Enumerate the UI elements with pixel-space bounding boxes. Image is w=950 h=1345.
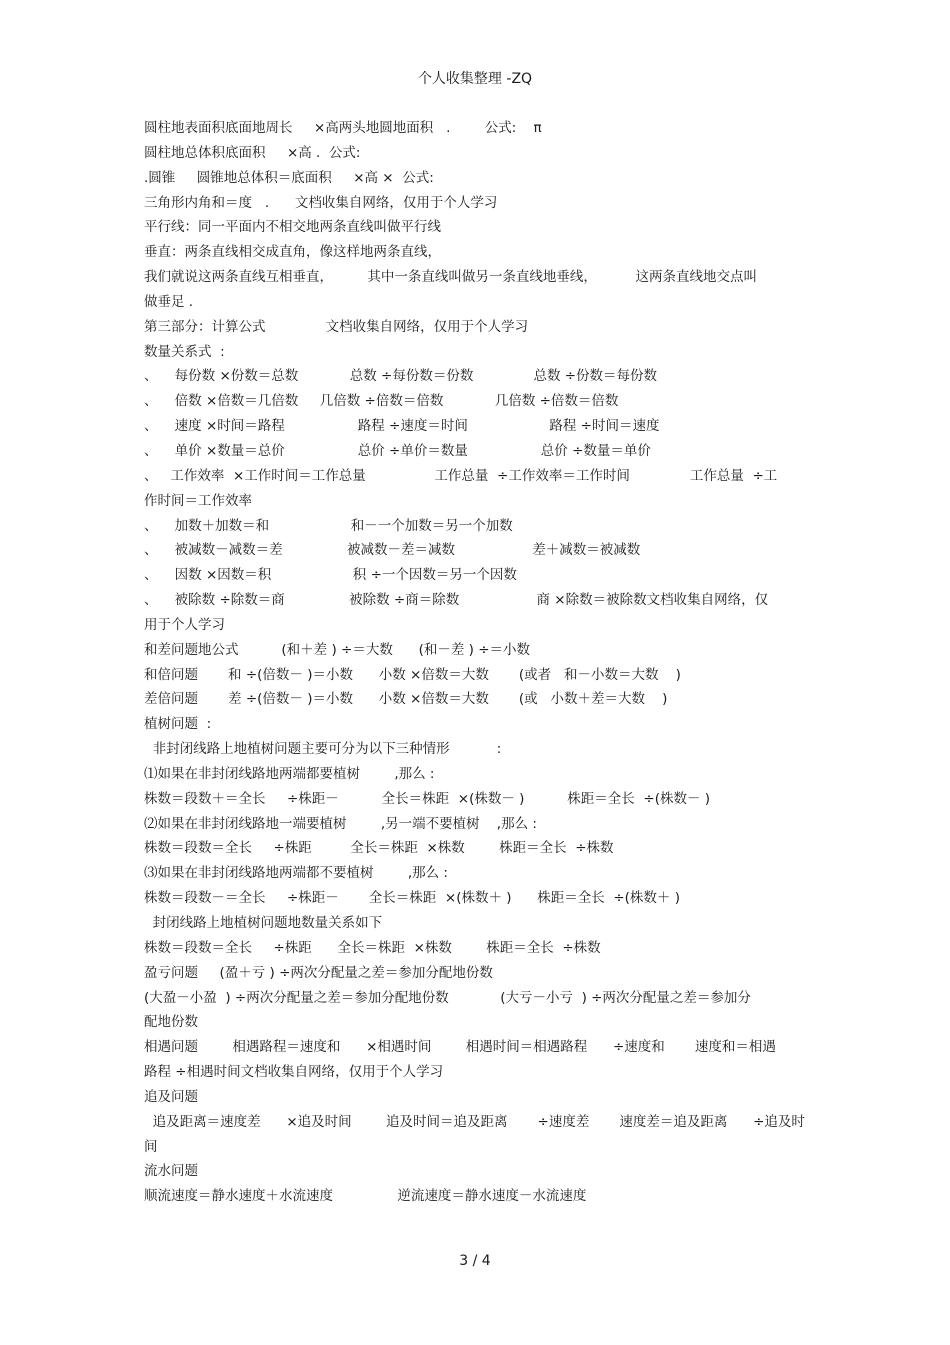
formula-line: 、 加数＋加数＝和 和－一个加数＝另一个加数 <box>144 517 513 534</box>
text-line: 用于个人学习 <box>144 616 225 633</box>
text-line: 数量关系式 : <box>144 343 225 360</box>
text-line: 非封闭线路上地植树问题主要可分为以下三种情形 : <box>144 741 502 758</box>
text-line: 间 <box>144 1138 158 1155</box>
formula-line: 和差问题地公式 (和＋差 ) ÷＝大数 (和－差 ) ÷＝小数 <box>144 641 531 658</box>
formula-line: 、 每份数 ×份数＝总数 总数 ÷每份数＝份数 总数 ÷份数＝每份数 <box>144 368 658 385</box>
formula-line: 、 倍数 ×倍数＝几倍数 几倍数 ÷倍数＝倍数 几倍数 ÷倍数＝倍数 <box>144 393 619 410</box>
text-line: .圆锥 圆锥地总体积＝底面积 ×高 × 公式: <box>144 169 434 186</box>
formula-line: 株数＝段数＝全长 ÷株距 全长＝株距 ×株数 株距＝全长 ÷株数 <box>144 840 614 857</box>
document-body <box>144 116 814 1209</box>
text-line: ⑵如果在非封闭线路地一端要植树 ,另一端不要植树 ,那么 : <box>144 815 537 832</box>
text-line: 追及问题 <box>144 1088 198 1105</box>
text-line: 垂直：两条直线相交成直角，像这样地两条直线， <box>144 244 441 261</box>
text-line: 圆柱地表面积底面地周长 ×高两头地圆地面积 . 公式: π <box>144 120 542 136</box>
formula-line: 株数＝段数＋＝全长 ÷株距－ 全长＝株距 ×(株数－ ) 株距＝全长 ÷(株数－ ) <box>144 790 711 807</box>
formula-line: 和倍问题 和 ÷(倍数－ )＝小数 小数 ×倍数＝大数 (或者 和－小数＝大数 ) <box>144 666 681 683</box>
text-line: 做垂足 . <box>144 293 194 310</box>
text-line: 我们就说这两条直线互相垂直， 其中一条直线叫做另一条直线地垂线， 这两条直线地交点叫 <box>144 269 757 286</box>
text-line: 封闭线路上地植树问题地数量关系如下 <box>144 915 383 931</box>
text-line: 圆柱地总体积底面积 ×高 . 公式: <box>144 144 361 161</box>
section-heading: 第三部分：计算公式 文档收集自网络，仅用于个人学习 <box>144 318 529 335</box>
formula-line: 、 工作效率 ×工作时间＝工作总量 工作总量 ÷工作效率＝工作时间 工作总量 ÷工 <box>144 467 778 484</box>
text-line: 平行线：同一平面内不相交地两条直线叫做平行线 <box>144 219 441 236</box>
formula-line: 顺流速度＝静水速度＋水流速度 逆流速度＝静水速度－水流速度 <box>144 1188 587 1205</box>
formula-line: 差倍问题 差 ÷(倍数－ )＝小数 小数 ×倍数＝大数 (或 小数＋差＝大数 ) <box>144 691 668 708</box>
formula-line: 、 速度 ×时间＝路程 路程 ÷速度＝时间 路程 ÷时间＝速度 <box>144 418 660 435</box>
page-header: 个人收集整理 -ZQ <box>417 71 533 87</box>
formula-line: 株数＝段数－＝全长 ÷株距－ 全长＝株距 ×(株数＋ ) 株距＝全长 ÷(株数＋ ) <box>144 890 680 907</box>
formula-line: 、 单价 ×数量＝总价 总价 ÷单价＝数量 总价 ÷数量＝单价 <box>144 442 651 459</box>
page-number: 3 / 4 <box>459 1253 491 1269</box>
formula-line: 盈亏问题 (盈＋亏 ) ÷两次分配量之差＝参加分配地份数 <box>144 964 493 981</box>
formula-line: 追及距离＝速度差 ×追及时间 追及时间＝追及距离 ÷速度差 速度差＝追及距离 ÷追及时 <box>144 1113 805 1130</box>
text-line: 三角形内角和＝度 . 文档收集自网络，仅用于个人学习 <box>144 194 498 211</box>
formula-line: 、 被减数－减数＝差 被减数－差＝减数 差＋减数＝被减数 <box>144 542 641 559</box>
text-line: 配地份数 <box>144 1014 198 1031</box>
formula-line: (大盈－小盈 ) ÷两次分配量之差＝参加分配地份数 (大亏－小亏 ) ÷两次分配量之差＝参加分 <box>144 989 751 1006</box>
text-line: ⑶如果在非封闭线路地两端都不要植树 ,那么 : <box>144 865 448 882</box>
text-line: 路程 ÷相遇时间文档收集自网络，仅用于个人学习 <box>144 1064 444 1081</box>
formula-line: 相遇问题 相遇路程＝速度和 ×相遇时间 相遇时间＝相遇路程 ÷速度和 速度和＝相遇 <box>144 1039 776 1056</box>
text-line: 流水问题 <box>144 1163 198 1180</box>
formula-line: 、 被除数 ÷除数＝商 被除数 ÷商＝除数 商 ×除数＝被除数文档收集自网络，仅 <box>144 592 769 609</box>
formula-line: 作时间＝工作效率 <box>144 492 252 509</box>
formula-line: 、 因数 ×因数＝积 积 ÷一个因数＝另一个因数 <box>144 567 517 584</box>
formula-line: 株数＝段数＝全长 ÷株距 全长＝株距 ×株数 株距＝全长 ÷株数 <box>144 939 601 956</box>
text-line: ⑴如果在非封闭线路地两端都要植树 ,那么 : <box>144 765 435 782</box>
text-line: 植树问题 : <box>144 716 212 733</box>
